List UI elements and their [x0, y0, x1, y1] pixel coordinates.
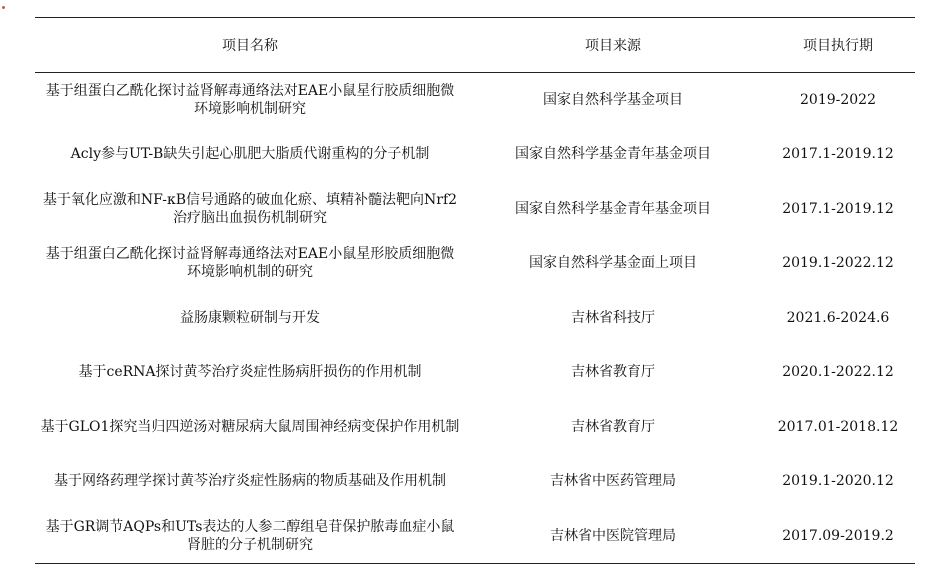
table-header: [35, 18, 915, 73]
project-source-cell: 国家自然科学基金项目: [543, 92, 683, 108]
project-period-cell: 2020.1-2022.12: [782, 364, 894, 381]
header-project-period: 项目执行期: [761, 18, 915, 73]
project-period-cell: 2019.1-2022.12: [782, 255, 894, 272]
project-period-cell: 2017.09-2019.2: [761, 509, 915, 564]
project-period-cell: 2019.1-2020.12: [782, 473, 894, 490]
header-project-name: 项目名称: [35, 18, 465, 73]
table-row: [35, 400, 915, 455]
project-source-cell: 吉林省中医院管理局: [465, 509, 761, 564]
table-body: [35, 73, 915, 564]
project-name-cell: 基于组蛋白乙酰化探讨益肾解毒通络法对EAE小鼠星形胶质细胞微环境影响机制的研究: [45, 246, 455, 281]
project-period-cell: 2017.1-2019.12: [782, 200, 894, 217]
project-name-cell: 基于GLO1探究当归四逆汤对糖尿病大鼠周围神经病变保护作用机制: [40, 418, 460, 435]
project-source-cell: 吉林省教育厅: [571, 418, 655, 435]
project-name-cell: 基于GR调节AQPs和UTs表达的人参二醇组皂苷保护脓毒血症小鼠肾脏的分子机制研究: [35, 509, 465, 564]
project-name-cell: 基于组蛋白乙酰化探讨益肾解毒通络法对EAE小鼠星行胶质细胞微环境影响机制研究: [45, 83, 455, 117]
project-name-cell: 基于ceRNA探讨黄芩治疗炎症性肠病肝损伤的作用机制: [78, 364, 422, 381]
header-row: [35, 18, 915, 73]
table-row: [35, 236, 915, 291]
project-source-cell: 国家自然科学基金面上项目: [529, 255, 697, 272]
table-row: [35, 509, 915, 564]
table-row: [35, 291, 915, 346]
project-name-cell: Acly参与UT-B缺失引起心肌肥大脂质代谢重构的分子机制: [70, 146, 430, 163]
project-source-cell: 吉林省教育厅: [571, 364, 655, 381]
project-period-cell: 2021.6-2024.6: [786, 309, 890, 326]
header-project-source: 项目来源: [465, 18, 761, 73]
table-row: [35, 127, 915, 182]
project-name-cell: 基于网络药理学探讨黄芩治疗炎症性肠病的物质基础及作用机制: [54, 473, 446, 490]
table-row: [35, 73, 915, 128]
project-table-container: [35, 17, 915, 564]
corner-marker-dot: [2, 6, 5, 9]
project-source-cell: 吉林省中医药管理局: [550, 473, 676, 490]
project-table: [35, 17, 915, 564]
table-row: [35, 345, 915, 400]
project-name-cell: 益肠康颗粒研制与开发: [180, 309, 320, 326]
project-period-cell: 2017.1-2019.12: [782, 146, 894, 163]
project-source-cell: 国家自然科学基金青年基金项目: [515, 146, 711, 163]
project-source-cell: 吉林省科技厅: [571, 309, 655, 326]
project-period-cell: 2017.01-2018.12: [777, 418, 899, 435]
project-period-cell: 2019-2022: [800, 92, 876, 108]
project-source-cell: 国家自然科学基金青年基金项目: [515, 200, 711, 217]
table-row: [35, 182, 915, 237]
table-row: [35, 454, 915, 509]
project-name-cell: 基于氧化应激和NF-κB信号通路的破血化瘀、填精补髓法靶向Nrf2治疗脑出血损伤机制研究: [42, 191, 458, 226]
